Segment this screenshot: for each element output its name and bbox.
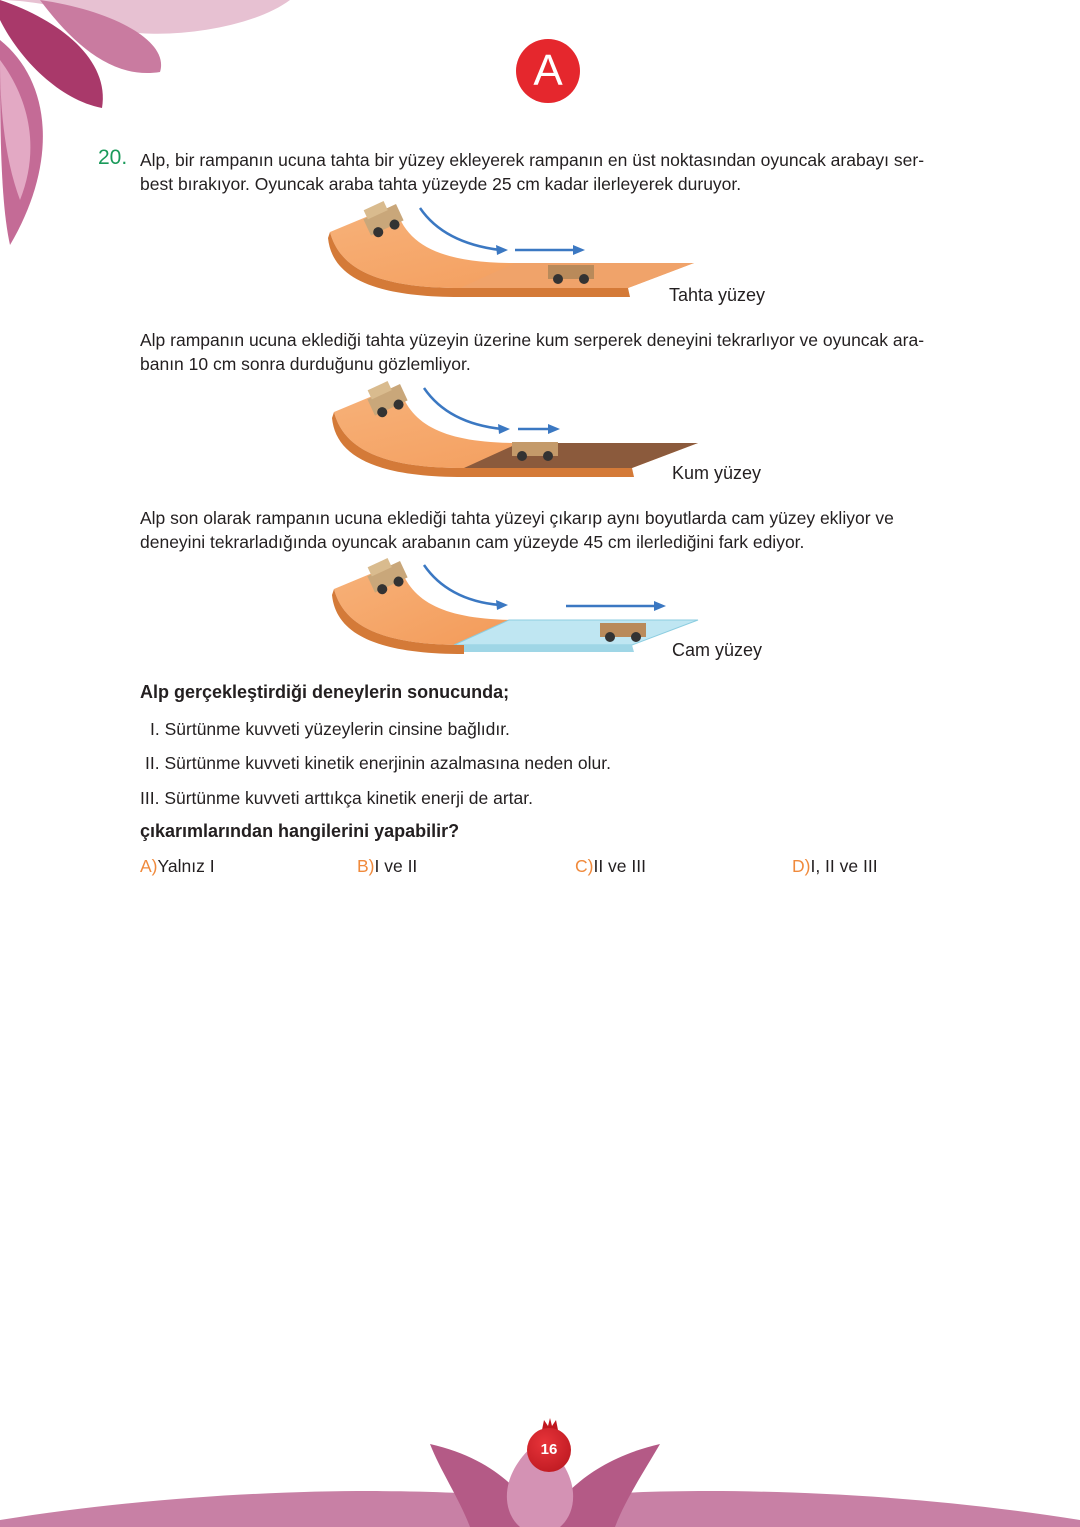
statement-1	[150, 719, 510, 740]
statement-2	[145, 753, 611, 774]
option-d[interactable]	[792, 856, 878, 877]
paragraph-3-line-2: deneyini tekrarladığında oyuncak arabanın cam yüzeyde 45 cm ilerlediğini fark ediyor.	[140, 532, 805, 552]
motion-arrow-curve	[424, 565, 500, 605]
option-a-letter: A)	[140, 856, 158, 876]
ramp-figure-wood	[320, 200, 710, 305]
statement-3-numeral: III.	[140, 788, 160, 808]
figure-1-label: Tahta yüzey	[669, 285, 766, 305]
option-b-letter: B)	[357, 856, 375, 876]
paragraph-2	[140, 328, 996, 376]
paragraph-1-line-1: Alp, bir rampanın ucuna tahta bir yüzey ekleyerek rampanın en üst noktasından oyuncak arabayı ser-	[140, 150, 925, 170]
option-a-text: Yalnız I	[157, 856, 215, 876]
statement-1-text: Sürtünme kuvveti yüzeylerin cinsine bağlıdır.	[164, 719, 510, 739]
figure-2-label: Kum yüzey	[672, 463, 762, 483]
statement-3	[140, 788, 533, 809]
ramp-figure-glass	[324, 557, 714, 662]
page-number: 16	[527, 1428, 571, 1472]
paragraph-3-line-1: Alp son olarak rampanın ucuna eklediği tahta yüzeyi çıkarıp aynı boyutlarda cam yüzey ekliyor ve	[140, 508, 894, 528]
statement-3-text: Sürtünme kuvveti arttıkça kinetik enerji de artar.	[164, 788, 533, 808]
question-prompt: çıkarımlarından hangilerini yapabilir?	[140, 821, 460, 841]
paragraph-2-line-1: Alp rampanın ucuna eklediği tahta yüzeyin üzerine kum serperek deneyini tekrarlıyor ve oyuncak ara-	[140, 330, 925, 350]
option-c-text: II ve III	[593, 856, 646, 876]
lead-in-text: Alp gerçekleştirdiği deneylerin sonucunda;	[140, 682, 510, 702]
corner-petal-decoration	[0, 0, 300, 260]
option-d-letter: D)	[792, 856, 811, 876]
ramp-figure-sand	[324, 380, 714, 485]
option-b-text: I ve II	[374, 856, 418, 876]
motion-arrow-curve	[420, 208, 500, 250]
booklet-letter-badge: A	[516, 39, 580, 103]
paragraph-1	[140, 148, 996, 196]
statement-2-numeral: II.	[145, 753, 160, 773]
question-number: 20.	[98, 146, 128, 169]
option-d-text: I, II ve III	[810, 856, 878, 876]
option-c[interactable]	[575, 856, 646, 877]
motion-arrow-curve	[424, 388, 502, 429]
figure-3-label: Cam yüzey	[672, 640, 763, 660]
option-a[interactable]	[140, 856, 215, 877]
paragraph-3	[140, 506, 996, 554]
option-c-letter: C)	[575, 856, 594, 876]
option-b[interactable]	[357, 856, 417, 877]
paragraph-1-line-2: best bırakıyor. Oyuncak araba tahta yüzeyde 25 cm kadar ilerleyerek duruyor.	[140, 174, 742, 194]
statement-2-text: Sürtünme kuvveti kinetik enerjinin azalmasına neden olur.	[164, 753, 611, 773]
statement-1-numeral: I.	[150, 719, 160, 739]
paragraph-2-line-2: banın 10 cm sonra durduğunu gözlemliyor.	[140, 354, 471, 374]
